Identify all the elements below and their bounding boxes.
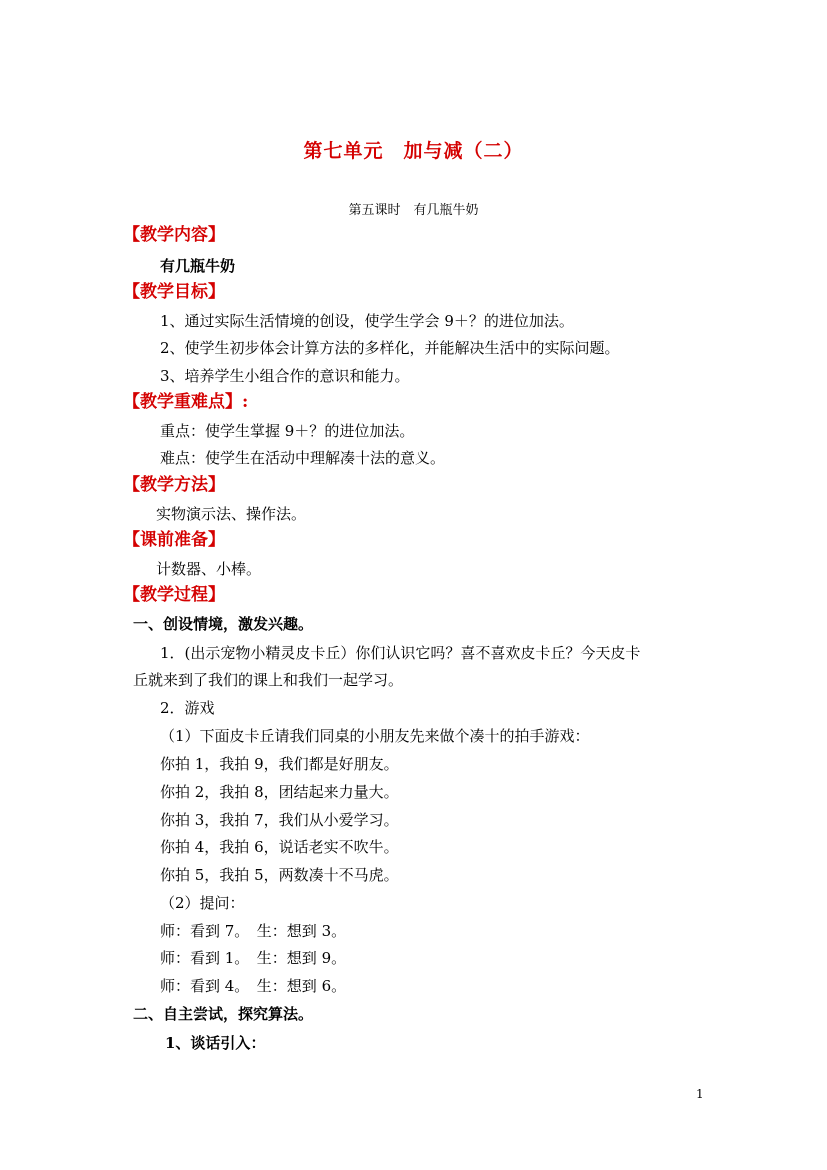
teaching-content-text: 有几瓶牛奶 bbox=[160, 257, 236, 275]
heading-teaching-process: 【教学过程】 bbox=[123, 585, 225, 605]
process-part2-title: 二、自主尝试，探究算法。 bbox=[133, 1005, 314, 1023]
qa-line: 师：看到 7。 生：想到 3。 bbox=[160, 922, 347, 940]
chant-line: 你拍 4，我拍 6，说话老实不吹牛。 bbox=[160, 838, 399, 856]
chant-line: 你拍 3，我拍 7，我们从小爱学习。 bbox=[160, 811, 399, 829]
teaching-methods-text: 实物演示法、操作法。 bbox=[156, 505, 307, 523]
page-number: 1 bbox=[696, 1087, 704, 1101]
paragraph-line: （1）下面皮卡丘请我们同桌的小朋友先来做个凑十的拍手游戏： bbox=[160, 727, 590, 745]
key-point-item: 难点：使学生在活动中理解凑十法的意义。 bbox=[160, 449, 446, 467]
process-part1-title: 一、创设情境，激发兴趣。 bbox=[133, 615, 314, 633]
key-point-item: 重点：使学生掌握 9＋？的进位加法。 bbox=[160, 422, 415, 440]
paragraph-line: （2）提问： bbox=[160, 894, 245, 912]
heading-teaching-methods: 【教学方法】 bbox=[123, 475, 225, 495]
heading-key-points: 【教学重难点】: bbox=[123, 392, 249, 412]
paragraph-line: 2．游戏 bbox=[160, 699, 215, 717]
goal-item: 2、使学生初步体会计算方法的多样化，并能解决生活中的实际问题。 bbox=[160, 339, 620, 357]
lesson-subtitle: 第五课时 有几瓶牛奶 bbox=[348, 203, 479, 218]
heading-teaching-goals: 【教学目标】 bbox=[123, 282, 225, 302]
goal-item: 1、通过实际生活情境的创设，使学生学会 9＋？的进位加法。 bbox=[160, 312, 574, 330]
qa-line: 师：看到 4。 生：想到 6。 bbox=[160, 977, 347, 995]
process-part2-subtitle: 1、谈话引入： bbox=[165, 1034, 266, 1052]
preparation-text: 计数器、小棒。 bbox=[156, 560, 262, 578]
qa-line: 师：看到 1。 生：想到 9。 bbox=[160, 949, 347, 967]
chant-line: 你拍 1，我拍 9，我们都是好朋友。 bbox=[160, 755, 399, 773]
paragraph-line: 1．(出示宠物小精灵皮卡丘）你们认识它吗？喜不喜欢皮卡丘？今天皮卡 bbox=[160, 644, 641, 662]
chant-line: 你拍 2，我拍 8，团结起来力量大。 bbox=[160, 783, 399, 801]
document-title: 第七单元 加与减（二） bbox=[303, 140, 524, 162]
heading-preparation: 【课前准备】 bbox=[123, 530, 225, 550]
chant-line: 你拍 5，我拍 5，两数凑十不马虎。 bbox=[160, 866, 399, 884]
goal-item: 3、培养学生小组合作的意识和能力。 bbox=[160, 367, 410, 385]
heading-teaching-content: 【教学内容】 bbox=[123, 225, 225, 245]
paragraph-line: 丘就来到了我们的课上和我们一起学习。 bbox=[133, 671, 404, 689]
